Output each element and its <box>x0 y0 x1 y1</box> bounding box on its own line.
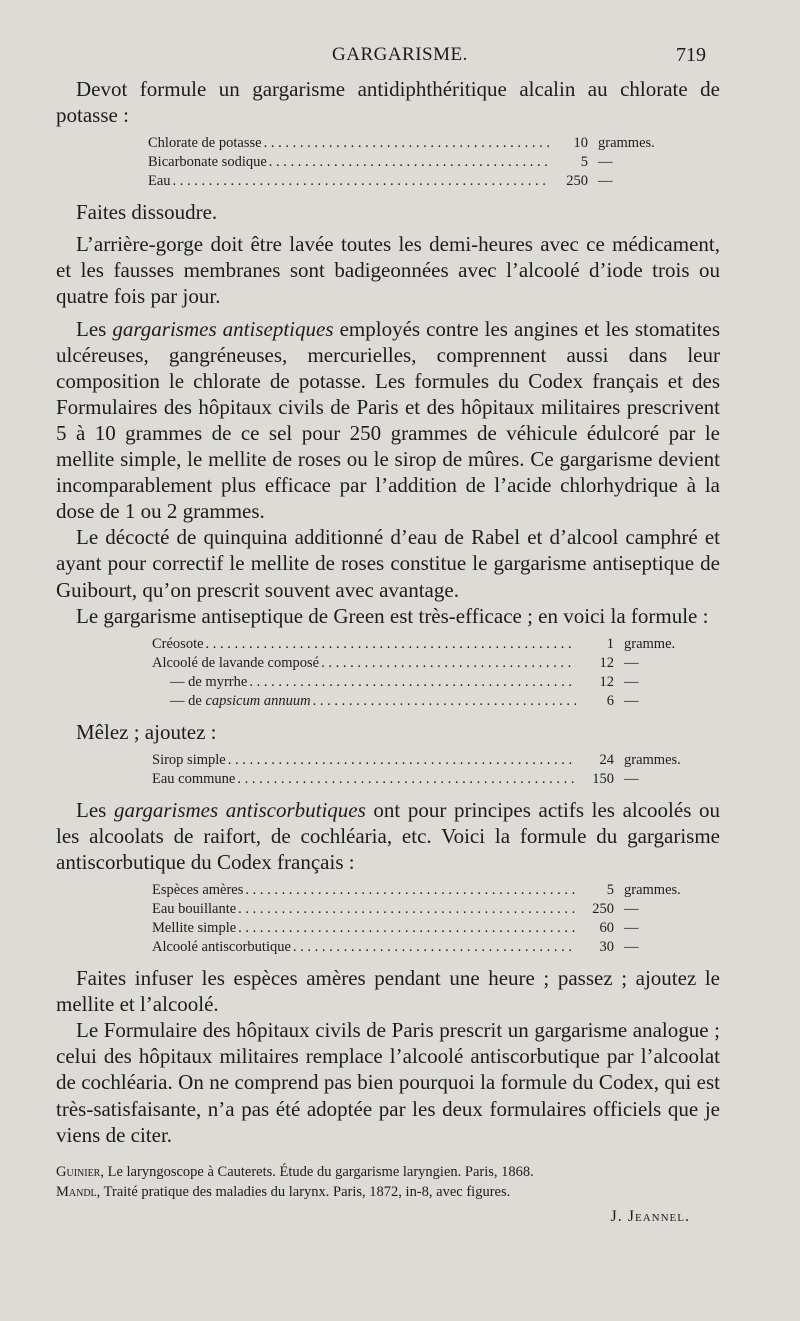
formula-row <box>152 635 706 654</box>
ingredient-quantity: 10 <box>573 135 588 152</box>
formula-row <box>152 900 706 919</box>
ingredient-quantity: 12 <box>599 673 614 690</box>
paragraph-quinquina: Le décocté de quinquina additionné d’eau de Rabel et d’alcool camphré et ayant pour correctif le mellite de roses constitue le gargarisme antiseptique de Guibourt, qu’on prescrit souvent avec avantage. <box>56 525 720 602</box>
author-signature: J. Jeannel. <box>610 1207 690 1225</box>
ingredient-name: Chlorate de potasse <box>148 135 262 152</box>
text-run: Les <box>76 316 113 341</box>
reference-item <box>56 1182 720 1202</box>
text-run: — de <box>170 692 206 709</box>
ingredient-quantity: 250 <box>592 901 614 918</box>
page-number: 719 <box>676 44 706 66</box>
emphasis-term: gargarismes antiscorbutiques <box>113 797 366 822</box>
ingredient-unit: — <box>598 154 613 171</box>
ingredient-unit: — <box>624 920 639 937</box>
ingredient-unit: grammes. <box>598 135 655 152</box>
text-run: ont pour principes actifs les alcoolés ou les alcoolats de raifort, de cochléaria, etc. Voici la formule du gargarisme antiscorbutique du Codex français : <box>56 797 720 874</box>
text-run: Les <box>76 797 114 822</box>
paragraph-antiscorbutiques <box>56 797 720 875</box>
formula-chlorate <box>148 134 680 191</box>
reference-item <box>56 1162 720 1182</box>
ingredient-quantity: 250 <box>566 173 588 190</box>
reference-author: Guinier <box>56 1163 101 1180</box>
formula-row <box>152 673 706 692</box>
ingredient-unit: — <box>624 692 639 709</box>
ingredient-name: Eau <box>148 173 171 190</box>
paragraph-antiseptiques <box>56 316 720 525</box>
paragraph-green: Le gargarisme antiseptique de Green est très-efficace ; en voici la formule : <box>76 603 709 628</box>
formula-row <box>152 692 706 711</box>
reference-text: , Le laryngoscope à Cauterets. Étude du gargarisme laryngien. Paris, 1868. <box>100 1163 534 1180</box>
ingredient-quantity: 1 <box>606 635 614 652</box>
ingredient-unit: grammes. <box>624 882 681 899</box>
ingredient-unit: grammes. <box>624 751 681 768</box>
ingredient-name: Eau commune <box>152 770 236 787</box>
ingredient-unit: — <box>624 901 639 918</box>
ingredient-name <box>152 692 311 711</box>
emphasis-term: gargarismes antiseptiques <box>112 316 334 341</box>
formula-row <box>152 938 706 957</box>
ingredient-unit: — <box>624 654 639 671</box>
ingredient-name: — de myrrhe <box>170 673 248 690</box>
ingredient-quantity: 12 <box>599 654 614 671</box>
paragraph-formulaire: Le Formulaire des hôpitaux civils de Paris prescrit un gargarisme analogue ; celui des hôpitaux militaires remplace l’alcoolé antiscorbutique par l’alcoolat de cochléaria. On ne comprend pas bien pourquoi la formule du Codex, qui est très-satisfaisante, n’a pas été adoptée par les deux formulaires officiels que je viens de citer. <box>56 1018 720 1147</box>
ingredient-name: Eau bouillante <box>152 901 237 918</box>
emphasis-term: capsicum annuum <box>205 692 311 709</box>
ingredient-name: Sirop simple <box>152 751 226 768</box>
ingredient-quantity: 6 <box>606 692 614 709</box>
ingredient-name: Créosote <box>152 635 204 652</box>
formula-green <box>152 635 706 711</box>
text-run: employés contre les angines et les stomatites ulcéreuses, gangréneuses, mercurielles, comprennent aussi dans leur composition le chlorate de potasse. Les formules du Codex français et des Formulaires des hôpitaux civils de Paris et des hôpitaux militaires prescrivent 5 à 10 grammes de ce sel pour 250 grammes de véhicule édulcoré par le mellite simple, le mellite de roses ou le sirop de mûres. Ce gargarisme devient incomparablement plus efficace par l’addition de l’acide chlorhydrique à la dose de 1 ou 2 grammes. <box>56 316 720 524</box>
ingredient-quantity: 24 <box>599 751 614 768</box>
paragraph-melez: Mêlez ; ajoutez : <box>76 719 217 744</box>
ingredient-quantity: 150 <box>592 770 614 787</box>
paragraph-infuser: Faites infuser les espèces amères pendant une heure ; passez ; ajoutez le mellite et l’alcoolé. <box>56 966 720 1017</box>
ingredient-unit: — <box>598 173 613 190</box>
paragraph-dissoudre: Faites dissoudre. <box>76 200 218 225</box>
formula-row <box>148 172 680 191</box>
formula-row <box>152 751 706 770</box>
paragraph-arriere-gorge: L’arrière-gorge doit être lavée toutes les demi-heures avec ce médicament, et les fausses membranes sont badigeonnées avec l’alcoolé d’iode trois ou quatre fois par jour. <box>56 232 720 309</box>
formula-row <box>152 881 706 900</box>
ingredient-name: Mellite simple <box>152 920 237 937</box>
formula-row <box>152 654 706 673</box>
formula-row <box>152 770 706 789</box>
formula-sirop <box>152 751 706 789</box>
formula-row <box>148 153 680 172</box>
running-title: GARGARISME. <box>332 44 468 65</box>
running-header <box>0 44 800 70</box>
ingredient-name: Alcoolé de lavande composé <box>152 654 320 671</box>
ingredient-quantity: 60 <box>599 920 614 937</box>
ingredient-quantity: 5 <box>606 882 614 899</box>
ingredient-name: Bicarbonate sodique <box>148 154 267 171</box>
reference-text: , Traité pratique des maladies du larynx. Paris, 1872, in-8, avec figures. <box>96 1183 511 1200</box>
formula-antiscorbutique <box>152 881 706 957</box>
ingredient-unit: — <box>624 770 639 787</box>
bibliography <box>56 1162 720 1202</box>
ingredient-name: Alcoolé antiscorbutique <box>152 939 291 956</box>
paragraph-devot: Devot formule un gargarisme antidiphthéritique alcalin au chlorate de potasse : <box>56 77 720 128</box>
reference-author: Mandl <box>56 1183 97 1200</box>
ingredient-quantity: 30 <box>599 939 614 956</box>
ingredient-unit: — <box>624 673 639 690</box>
ingredient-unit: gramme. <box>624 635 676 652</box>
body-text <box>56 76 720 1226</box>
ingredient-name: Espèces amères <box>152 882 244 899</box>
ingredient-unit: — <box>624 939 639 956</box>
ingredient-quantity: 5 <box>580 154 588 171</box>
formula-row <box>148 134 680 153</box>
formula-row <box>152 919 706 938</box>
